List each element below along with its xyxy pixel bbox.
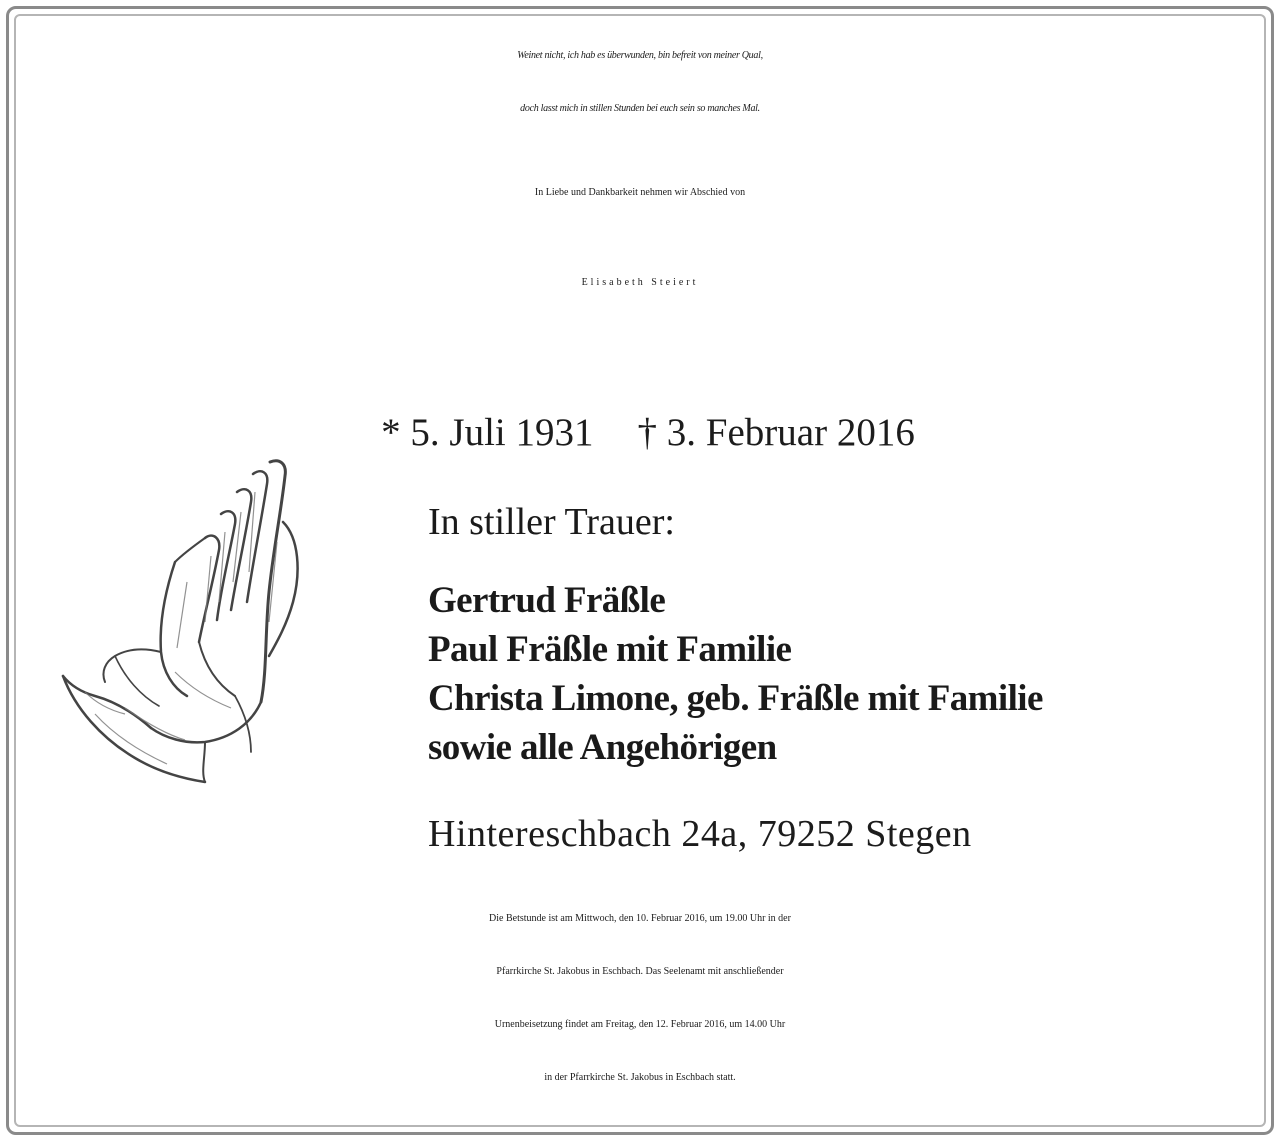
mourner-name: Paul Fräßle mit Familie [428,629,792,670]
birth-date: * 5. Juli 1931 [381,411,594,454]
death-date: † 3. Februar 2016 [637,411,915,454]
intro-text: In Liebe und Dankbarkeit nehmen wir Abschied von [534,187,746,198]
service-info [20,892,1260,1104]
service-line: Pfarrkirche St. Jakobus in Eschbach. Das Seelenamt mit anschließender [496,966,784,977]
mourner-name: Gertrud Fräßle [428,580,666,621]
address: Hintereschbach 24a, 79252 Stegen [428,813,972,855]
mourner-name: sowie alle Angehörigen [428,727,777,768]
service-line: Die Betstunde ist am Mittwoch, den 10. Februar 2016, um 19.00 Uhr in der [489,913,791,924]
quote-line-1: Weinet nicht, ich hab es überwunden, bin befreit von meiner Qual, [517,50,763,61]
service-line: in der Pfarrkirche St. Jakobus in Eschbach statt. [544,1072,736,1083]
mourner-name: Christa Limone, geb. Fräßle mit Familie [428,678,1043,719]
deceased-name: Elisabeth Steiert [581,277,699,288]
praying-hands-icon [55,452,315,792]
quote-line-2: doch lasst mich in stillen Stunden bei euch sein so manches Mal. [520,103,760,114]
mourners-block [428,500,1043,772]
life-dates [0,410,1280,455]
service-line: Urnenbeisetzung findet am Freitag, den 12. Februar 2016, um 14.00 Uhr [494,1019,786,1030]
mourners-heading: In stiller Trauer: [428,501,675,543]
